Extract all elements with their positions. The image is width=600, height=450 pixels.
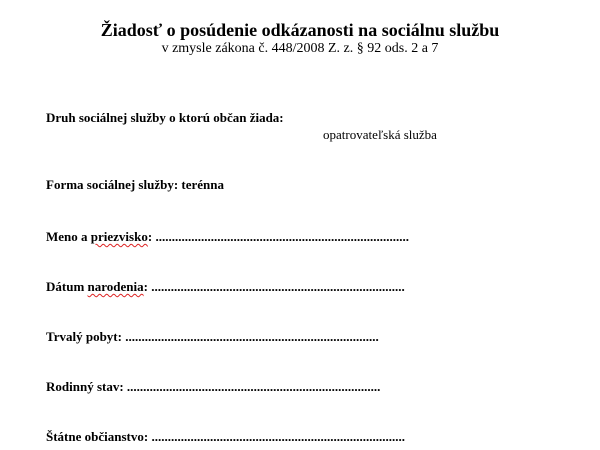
residence-row: [46, 329, 379, 345]
marital-field[interactable]: ..............................................................................: [126, 379, 381, 394]
residence-field[interactable]: ..............................................................................: [125, 329, 379, 344]
form-subtitle: v zmysle zákona č. 448/2008 Z. z. § 92 ods. 2 a 7: [161, 41, 439, 56]
service-form-value: terénna: [181, 177, 225, 192]
name-field[interactable]: ..............................................................................: [155, 229, 409, 244]
citizenship-row: [46, 429, 405, 445]
residence-label: Trvalý pobyt:: [46, 329, 122, 344]
name-row: [46, 229, 409, 245]
marital-label: Rodinný stav:: [46, 379, 124, 394]
service-type-label: Druh sociálnej služby o ktorú občan žiada:: [46, 110, 284, 125]
citizenship-label: Štátne občianstvo:: [46, 429, 149, 444]
service-form-row: [46, 177, 224, 193]
marital-row: [46, 379, 380, 395]
birth-label: Dátum narodenia:: [46, 279, 148, 294]
birth-row: [46, 279, 405, 295]
name-label: Meno a priezvisko:: [46, 229, 153, 244]
citizenship-field[interactable]: ..............................................................................: [151, 429, 405, 444]
service-type-value: opatrovateľská služba: [323, 127, 437, 142]
birth-field[interactable]: ..............................................................................: [151, 279, 405, 294]
form-title: Žiadosť o posúdenie odkázanosti na sociálnu službu: [100, 20, 500, 40]
service-form-label: Forma sociálnej služby:: [46, 177, 179, 192]
